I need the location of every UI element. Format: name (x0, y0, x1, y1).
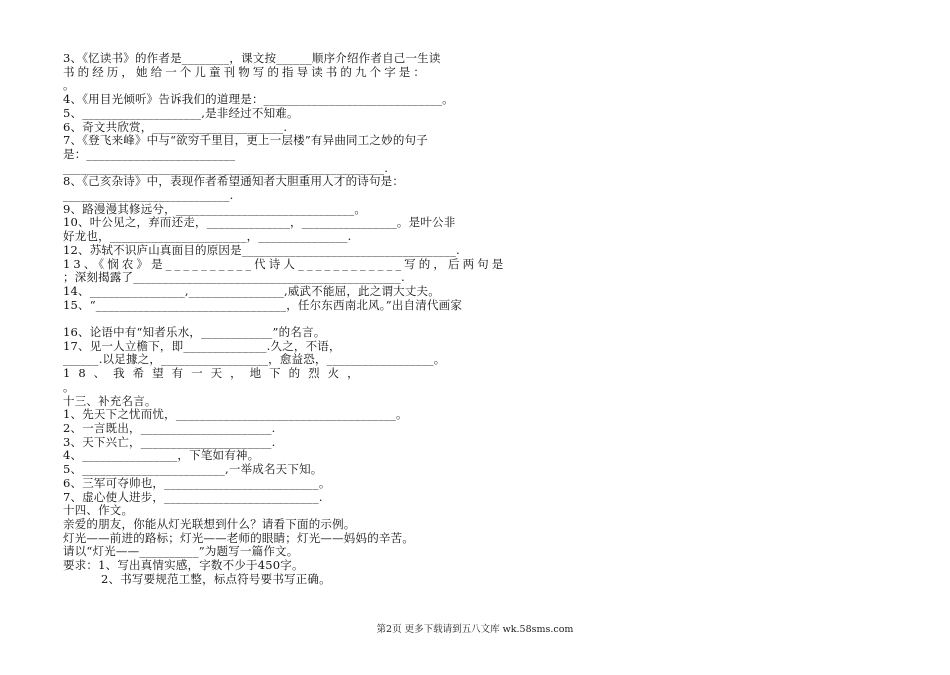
quote-7: 7、虚心使人进步，__________________________. (63, 489, 323, 504)
question-5: 5、____________________,是非经过不知难。 (63, 105, 299, 120)
page-footer: 第2页 更多下载请到五八文库 wk.58sms.com (376, 624, 574, 635)
question-7-line-2: 是：_________________________ (63, 146, 236, 161)
question-14: 14、________________,________________,威武不能屈，此之谓大丈夫。 (63, 283, 440, 298)
section-13-heading: 十三、补充名言。 (63, 393, 157, 408)
essay-requirement-2: 2、书写要规范工整，标点符号要书写正确。 (101, 571, 331, 586)
quote-4: 4、________________，下笔如有神。 (63, 448, 260, 463)
question-9: 9、路漫漫其修远兮，______________________________。 (63, 201, 367, 216)
question-10-line-2: 好龙也，_______________________，_______________. (63, 229, 352, 244)
quote-6: 6、三军可夺帅也，__________________________。 (63, 475, 331, 490)
question-8-line-2: ____________________________. (63, 188, 234, 203)
question-4: 4、《用目光倾听》告诉我们的道理是：______________________________。 (63, 92, 454, 107)
question-17-line-1: 17、见一人立檐下，即______________.久之，不语， (63, 338, 341, 353)
question-18-line-1: 18、我希望有一天，地下的烈火， (63, 366, 367, 381)
essay-prompt: 请以“灯光——__________”为题写一篇作文。 (63, 544, 299, 559)
exam-content (63, 51, 507, 586)
question-13-line-1: 13、《悯农》是__________代诗人____________写的，后两句是 (63, 256, 507, 271)
question-13-line-2: ；深刻揭露了_____________________________________________. (63, 270, 405, 285)
section-14-heading: 十四、作文。 (63, 503, 134, 518)
question-3-line-2: 书的经历，她给一个儿童刊物写的指导读书的九个字是： (63, 64, 428, 79)
question-3-line-3: 。 (63, 78, 75, 93)
quote-3: 3、天下兴亡，______________________. (63, 434, 276, 449)
question-16: 16、论语中有“知者乐水，____________”的名言。 (63, 325, 326, 340)
blank-line (63, 312, 483, 326)
essay-requirement-1: 要求：1、写出真情实感，字数不少于450字。 (63, 558, 304, 573)
question-10-line-1: 10、叶公见之，弃而还走，______________，________________。是叶公非 (63, 215, 456, 230)
quote-2: 2、一言既出，______________________. (63, 420, 276, 435)
question-8-line-1: 8、《己亥杂诗》中，表现作者希望通知者大胆重用人才的诗句是： (63, 174, 405, 189)
question-3-line-1: 3、《忆读书》的作者是________，课文按______顺序介绍作者自己一生读 (63, 51, 441, 65)
question-7-line-1: 7、《登飞来峰》中与“欲穷千里目，更上一层楼”有异曲同工之妙的句子 (63, 133, 428, 148)
essay-example: 灯光——前进的路标；灯光——老师的眼睛；灯光——妈妈的辛苦。 (63, 530, 414, 545)
question-12: 12、苏轼不识庐山真面目的原因是____________________________________. (63, 242, 460, 257)
quote-5: 5、________________________,一举成名天下知。 (63, 462, 323, 477)
question-15: 15、“________________________________，任尔东西南北风。”出自清代画家 (63, 297, 463, 312)
question-17-line-2: ______.以足據之，__________________，愈益恐，__________________。 (63, 352, 446, 367)
question-6: 6、奇文共欣赏，______________________. (63, 119, 288, 134)
quote-1: 1、先天下之忧而忧，_____________________________________。 (63, 407, 408, 422)
question-7-line-3: ______________________________________________________. (63, 160, 389, 175)
essay-intro: 亲爱的朋友，你能从灯光联想到什么？请看下面的示例。 (63, 516, 356, 531)
question-18-line-2: 。 (63, 379, 75, 394)
